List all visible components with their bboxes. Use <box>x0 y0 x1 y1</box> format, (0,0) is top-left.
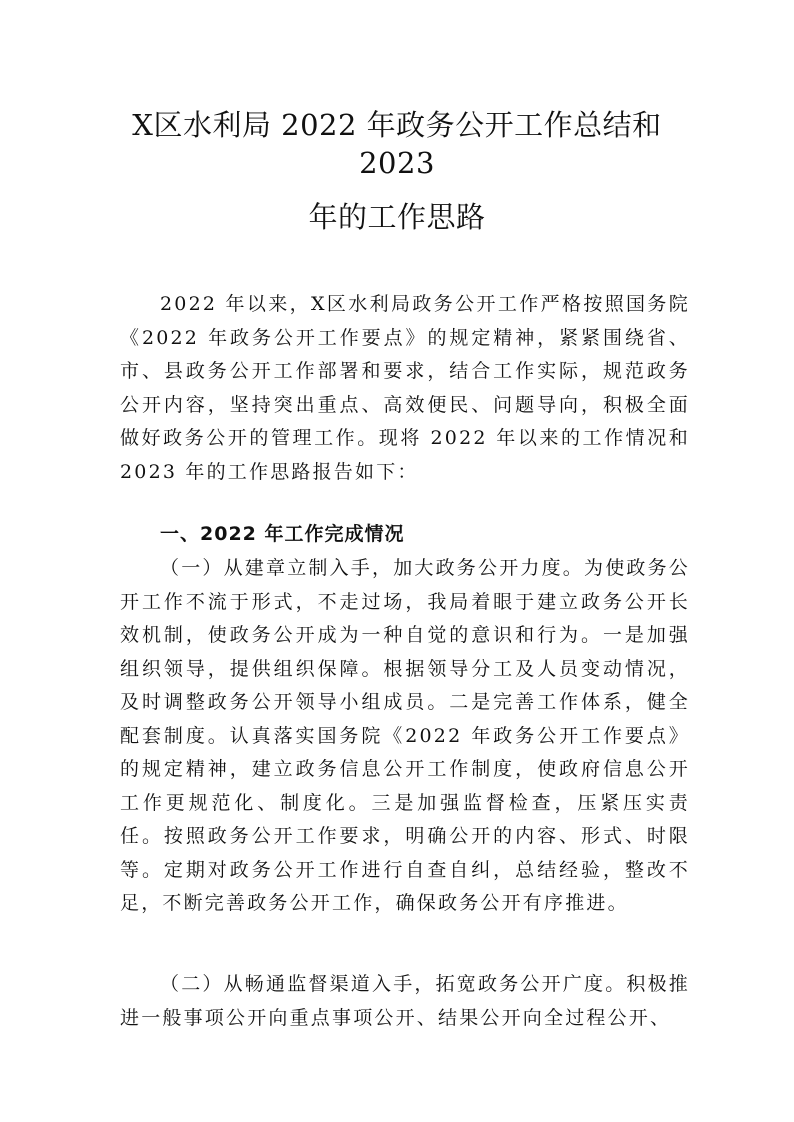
intro-paragraph-text: 2022 年以来，X区水利局政务公开工作严格按照国务院《2022 年政务公开工作要点》的规定精神，紧紧围绕省、市、县政务公开工作部署和要求，结合工作实际，规范政务公开内容，坚持突出重点、高效便民、问题导向，积极全面做好政务公开的管理工作。现将 2022 年以来的工作情况和 2023 年的工作思路报告如下： <box>120 293 690 483</box>
section-paragraph-2 <box>120 968 690 1035</box>
section-paragraph-1 <box>120 552 690 921</box>
document-title-line-2: 2023 <box>359 146 435 180</box>
document-title-line-3: 年的工作思路 <box>308 200 486 234</box>
intro-paragraph <box>120 288 690 489</box>
section-paragraph-2-text: （二）从畅通监督渠道入手，拓宽政务公开广度。积极推进一般事项公开向重点事项公开、结果公开向全过程公开、 <box>120 973 691 1029</box>
section-heading: 一、2022 年工作完成情况 <box>160 523 405 545</box>
section-paragraph-1-text: （一）从建章立制入手，加大政务公开力度。为使政务公开工作不流于形式，不走过场，我局着眼于建立政务公开长效机制，使政务公开成为一种自觉的意识和行为。一是加强组织领导，提供组织保障。根据领导分工及人员变动情况，及时调整政务公开领导小组成员。二是完善工作体系，健全配套制度。认真落实国务院《2022 年政务公开工作要点》的规定精神，建立政务信息公开工作制度，使政府信息公开工作更规范化、制度化。三是加强监督检查，压紧压实责任。按照政务公开工作要求，明确公开的内容、形式、时限等。定期对政务公开工作进行自查自纠，总结经验，整改不足，不断完善政务公开工作，确保政务公开有序推进。 <box>120 557 691 914</box>
document-title-line-1: X区水利局 2022 年政务公开工作总结和 <box>132 108 662 142</box>
